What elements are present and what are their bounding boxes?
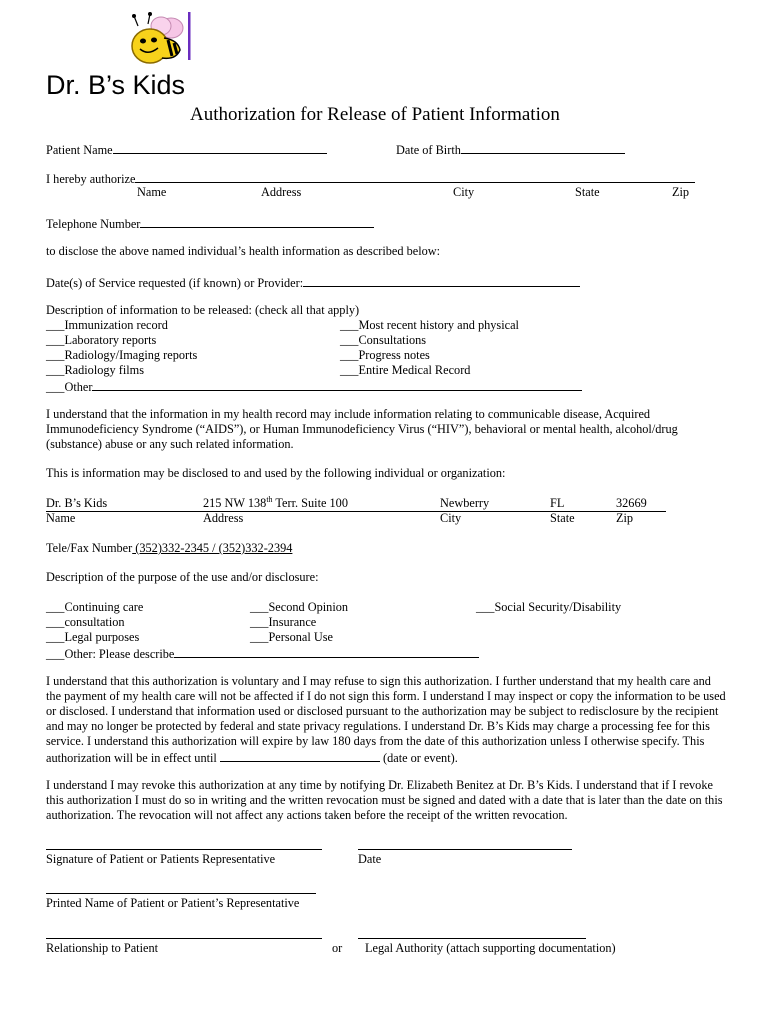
- recipient-address: 215 NW 138th Terr. Suite 100: [203, 494, 348, 510]
- effective-until-line[interactable]: [220, 749, 380, 762]
- understand-paragraph-1: I understand that the information in my health record may include information relating to communicable disease, Acquired Immunodeficiency Syndrome (“AIDS”), or Human Immunodeficiency Virus (“HIV”), behavioral or mental health, alcohol/drug (substance) abuse or any such related information.: [46, 407, 678, 451]
- service-field[interactable]: [46, 274, 580, 291]
- date-label: Date: [358, 852, 382, 866]
- telefax-field: [46, 541, 292, 556]
- purpose-consultation[interactable]: ___consultation: [46, 615, 125, 629]
- purpose-personal[interactable]: ___Personal Use: [250, 630, 333, 644]
- recipient-label-state: State: [550, 511, 575, 525]
- legal-authority-label: Legal Authority (attach supporting documentation): [365, 941, 616, 955]
- info-other-label: ___Other: [46, 380, 93, 394]
- recipient-row: [46, 496, 666, 512]
- patient-name-field[interactable]: [46, 141, 327, 158]
- recipient-label-city: City: [440, 511, 462, 525]
- authorize-line[interactable]: [135, 170, 695, 183]
- info-other-line[interactable]: [92, 378, 582, 391]
- recipient-label-zip: Zip: [616, 511, 634, 525]
- authorize-sub-state: State: [575, 185, 600, 199]
- service-label: Date(s) of Service requested (if known) or Provider:: [46, 276, 304, 290]
- purpose-continuing-care[interactable]: ___Continuing care: [46, 600, 144, 614]
- dob-line[interactable]: [461, 141, 625, 154]
- telephone-field[interactable]: [46, 215, 374, 232]
- info-history-physical[interactable]: ___Most recent history and physical: [340, 318, 519, 332]
- revoke-paragraph: I understand I may revoke this authorization at any time by notifying Dr. Elizabeth Benitez at Dr. B’s Kids. I understand that if I revoke this authorization I must do so in writing and the written revocation must be signed and dated with a date that is later than the date on this authorization. The revocation will not affect any actions taken before the receipt of the written revocation.: [46, 778, 723, 822]
- authorize-sub-address: Address: [261, 185, 302, 199]
- info-consultations[interactable]: ___Consultations: [340, 333, 427, 347]
- relationship-line[interactable]: [46, 938, 322, 939]
- or-label: or: [332, 941, 343, 955]
- bee-logo: [128, 10, 198, 68]
- info-immunization[interactable]: ___Immunization record: [46, 318, 168, 332]
- authorize-sub-zip: Zip: [672, 185, 690, 199]
- printed-name-line[interactable]: [46, 893, 316, 894]
- purpose-insurance[interactable]: ___Insurance: [250, 615, 317, 629]
- dob-label: Date of Birth: [396, 143, 461, 157]
- info-laboratory[interactable]: ___Laboratory reports: [46, 333, 157, 347]
- info-radiology-imaging[interactable]: ___Radiology/Imaging reports: [46, 348, 198, 362]
- info-entire-record[interactable]: ___Entire Medical Record: [340, 363, 471, 377]
- authorize-label: I hereby authorize: [46, 172, 136, 186]
- authorize-sub-name: Name: [137, 185, 167, 199]
- bee-icon: [128, 10, 198, 68]
- purpose-other-field[interactable]: [46, 645, 479, 662]
- recipient-zip: 32669: [616, 496, 647, 510]
- signature-line[interactable]: [46, 849, 322, 850]
- telefax-label: Tele/Fax Number: [46, 541, 133, 555]
- signature-label: Signature of Patient or Patients Representative: [46, 852, 276, 866]
- info-radiology-films[interactable]: ___Radiology films: [46, 363, 145, 377]
- legal-authority-line[interactable]: [358, 938, 586, 939]
- info-progress-notes[interactable]: ___Progress notes: [340, 348, 430, 362]
- form-title: Authorization for Release of Patient Information: [190, 104, 560, 125]
- purpose-social-security[interactable]: ___Social Security/Disability: [476, 600, 622, 614]
- patient-name-line[interactable]: [113, 141, 327, 154]
- telephone-line[interactable]: [140, 215, 374, 228]
- disclosed-to-text: This is information may be disclosed to and used by the following individual or organization:: [46, 466, 506, 480]
- recipient-state: FL: [550, 496, 565, 510]
- recipient-city: Newberry: [440, 496, 490, 510]
- telefax-value: (352)332-2345 / (352)332-2394: [132, 541, 293, 555]
- recipient-name: Dr. B’s Kids: [46, 496, 108, 510]
- understand-paragraph-2: I understand that this authorization is voluntary and I may refuse to sign this authorization. I further understand that my health care and the payment of my health care will not be affected if I do not sign this form. I understand I may inspect or copy the information to be used or disclosed. I understand that information used or disclosed pursuant to the authorization may be subject to redisclosure by the recipient and may no longer be protected by federal and state privacy regulations. I understand Dr. B’s Kids may charge a processing fee for this service. I understand this authorization will expire by law 180 days from the date of this authorization unless I otherwise specify. This authorization will be in effect until (date or event).: [46, 674, 726, 765]
- telephone-label: Telephone Number: [46, 217, 141, 231]
- authorize-sub-city: City: [453, 185, 475, 199]
- service-line[interactable]: [303, 274, 580, 287]
- info-other-field[interactable]: [46, 378, 582, 395]
- disclose-text: to disclose the above named individual’s health information as described below:: [46, 244, 441, 258]
- recipient-label-name: Name: [46, 511, 76, 525]
- date-line[interactable]: [358, 849, 572, 850]
- purpose-other-line[interactable]: [174, 645, 479, 658]
- recipient-label-address: Address: [203, 511, 244, 525]
- purpose-second-opinion[interactable]: ___Second Opinion: [250, 600, 349, 614]
- brand-name: Dr. B’s Kids: [46, 70, 186, 100]
- purpose-legal[interactable]: ___Legal purposes: [46, 630, 140, 644]
- purpose-other-label: ___Other: Please describe: [46, 647, 175, 661]
- printed-name-label: Printed Name of Patient or Patient’s Representative: [46, 896, 300, 910]
- info-heading: Description of information to be released: (check all that apply): [46, 303, 360, 317]
- dob-field[interactable]: [396, 141, 625, 158]
- patient-name-label: Patient Name: [46, 143, 113, 157]
- relationship-label: Relationship to Patient: [46, 941, 159, 955]
- purpose-heading: Description of the purpose of the use and/or disclosure:: [46, 570, 319, 584]
